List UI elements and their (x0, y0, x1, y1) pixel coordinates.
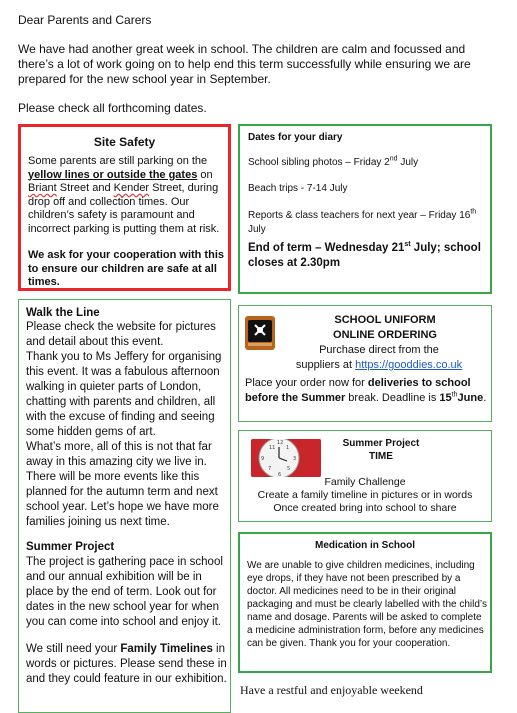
svg-text:1: 1 (286, 445, 290, 451)
summer-project-body: The project is gathering pace in school and our annual exhibition will be in place by the end of term. Look out for dates in the new school year for when you can come into school and enjoy it. (26, 556, 223, 628)
greeting: Dear Parents and Carers (18, 13, 152, 27)
svg-text:7: 7 (268, 466, 272, 472)
svg-text:9: 9 (261, 456, 265, 462)
svg-text:5: 5 (287, 466, 291, 472)
site-safety-title: Site Safety (93, 135, 156, 149)
svg-text:6: 6 (278, 472, 282, 477)
site-safety-box (18, 124, 231, 291)
uniform-order-text: Place your order now for deliveries to school before the Summer break. Deadline is 15thJune. (245, 377, 487, 404)
svg-text:3: 3 (293, 456, 297, 462)
site-safety-text: Some parents are still parking on the yellow lines or outside the gates on Briant Street and Kender Street, during drop off and collection times. Our children’s safety is paramount and incorrect parking is putting them at risk. (28, 155, 220, 235)
uniform-box (238, 305, 492, 422)
diary-box (238, 124, 492, 294)
walk-body: Please check the website for pictures and detail about this event. Thank you to Ms Jeffery for organising this event. It was a fabulous afternoon walking in quieter parts of London, chatting with parents and children, all with the excuse of finding and seeing some hidden gems of art. What’s more, all of this is not that far away in this amazing city we live in. There will be more events like this planned for the autumn term and next school year. Let’s hope we have more families joining us next time. (26, 321, 222, 528)
diary-item-photos: School sibling photos – Friday 2nd July (248, 155, 419, 168)
summer-project-box (238, 430, 492, 522)
site-safety-request: We ask for your cooperation with this to ensure our children are safe at all times. (28, 249, 224, 288)
walk-the-line-box (18, 299, 231, 713)
family-challenge-text: Family Challenge Create a family timeline in pictures or in words Once created bring into school to share (257, 476, 473, 514)
clock-icon (251, 439, 321, 477)
svg-text:11: 11 (269, 445, 276, 451)
diary-title: Dates for your diary (248, 132, 343, 143)
medication-title: Medication in School (314, 540, 415, 551)
uniform-title: SCHOOL UNIFORM ONLINE ORDERING (333, 314, 437, 341)
check-dates: Please check all forthcoming dates. (18, 101, 207, 115)
uniform-purchase: Purchase direct from the suppliers at https://gooddies.co.uk (295, 344, 463, 371)
intro-paragraph: We have had another great week in school. The children are calm and focussed and there’s a lot of work going on to help end this term successfully while ensuring we are prepared for the new school year in September. (18, 42, 471, 86)
diary-item-end-of-term: End of term – Wednesday 21st July; school closes at 2.30pm (248, 241, 481, 269)
summer-project-title: Summer Project (26, 541, 115, 553)
family-timelines-text: We still need your Family Timelines in words or pictures. Please send these in and they could feature in our exhibition. (26, 643, 227, 685)
svg-text:12: 12 (277, 440, 284, 446)
diary-item-reports: Reports & class teachers for next year – Friday 16th July (248, 208, 477, 235)
summer-project-time-title: Summer Project TIME (342, 438, 420, 462)
medication-body: We are unable to give children medicines, including eye drops, if they have not been prescribed by a doctor. All medicines need to be in their original packaging and must be clearly labelled with the child’s name and dosage. Parents will be asked to complete a medicine administration form, before any medicines can be given. Thank you for your cooperation. (247, 560, 487, 649)
gooddies-link[interactable]: https://gooddies.co.uk (355, 359, 463, 371)
diary-item-beach: Beach trips - 7-14 July (248, 183, 348, 194)
closing-line: Have a restful and enjoyable weekend (240, 683, 423, 697)
walk-title: Walk the Line (26, 307, 100, 319)
medication-box (238, 532, 492, 673)
